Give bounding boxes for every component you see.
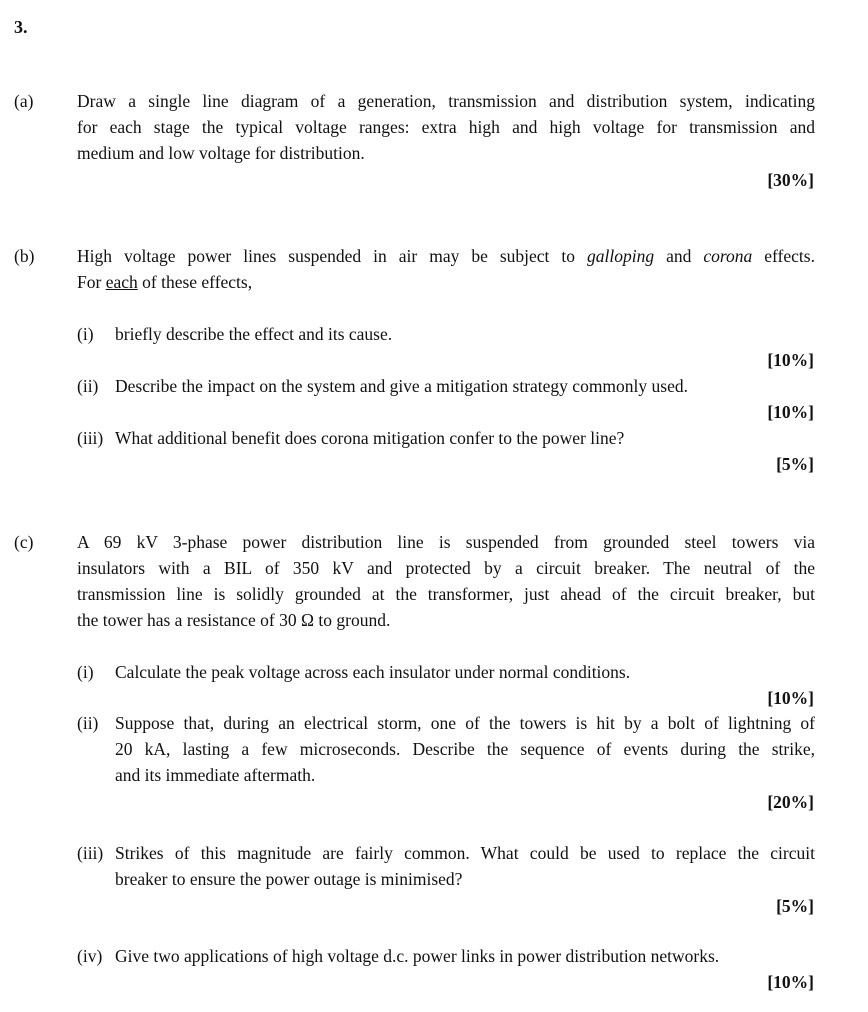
part-c-ii-line-2: 20 kA, lasting a few microseconds. Describe the sequence of events during the strike, [115, 739, 815, 759]
part-c-ii-line-3: and its immediate aftermath. [115, 765, 316, 785]
part-b-line-2-post: of these effects, [137, 272, 253, 292]
part-a-mark: [30%] [767, 170, 814, 190]
part-c-ii-label: (ii) [77, 713, 99, 733]
part-b-ii-text: Describe the impact on the system and give a mitigation strategy commonly used. [115, 376, 688, 396]
galloping-term: galloping [587, 246, 655, 266]
part-b-line-1-pre: High voltage power lines suspended in air may be subject to [77, 246, 587, 266]
corona-term: corona [703, 246, 753, 266]
part-c-iv-mark: [10%] [767, 972, 814, 992]
part-b-i-text: briefly describe the effect and its cause. [115, 324, 393, 344]
part-b-line-2-pre: For [77, 272, 106, 292]
part-b-iii-text: What additional benefit does corona mitigation confer to the power line? [115, 428, 625, 448]
part-a-line-1: Draw a single line diagram of a generation, transmission and distribution system, indicating [77, 91, 815, 111]
part-a-line-2: for each stage the typical voltage ranges: extra high and high voltage for transmission and [77, 117, 815, 137]
part-a-line-3: medium and low voltage for distribution. [77, 143, 365, 163]
part-c-label: (c) [14, 532, 34, 552]
part-c-ii-line-1: Suppose that, during an electrical storm, one of the towers is hit by a bolt of lightning of [115, 713, 815, 733]
part-b-iii-mark: [5%] [776, 454, 814, 474]
part-b-ii-label: (ii) [77, 376, 99, 396]
part-b-iii-label: (iii) [77, 428, 104, 448]
part-c-iii-line-2: breaker to ensure the power outage is minimised? [115, 869, 463, 889]
part-a-label: (a) [14, 91, 34, 111]
part-c-line-2: insulators with a BIL of 350 kV and protected by a circuit breaker. The neutral of the [77, 558, 815, 578]
part-c-iii-label: (iii) [77, 843, 104, 863]
part-b-line-1-post: effects. [752, 246, 815, 266]
part-c-line-1: A 69 kV 3-phase power distribution line is suspended from grounded steel towers via [77, 532, 815, 552]
part-b-line-1 [77, 246, 815, 267]
each-term: each [105, 272, 138, 292]
part-b-i-mark: [10%] [767, 350, 814, 370]
part-c-line-3: transmission line is solidly grounded at the transformer, just ahead of the circuit breaker, but [77, 584, 815, 604]
part-c-iii-line-1: Strikes of this magnitude are fairly common. What could be used to replace the circuit [115, 843, 815, 863]
part-c-iii-mark: [5%] [776, 896, 814, 916]
part-c-i-line-1: Calculate the peak voltage across each insulator under normal conditions. [115, 662, 631, 682]
part-c-iv-line-1: Give two applications of high voltage d.c. power links in power distribution networks. [115, 946, 720, 966]
part-b-ii-mark: [10%] [767, 402, 814, 422]
part-c-ii-mark: [20%] [767, 792, 814, 812]
question-number: 3. [14, 17, 28, 37]
part-c-i-label: (i) [77, 662, 94, 682]
part-b-line-1-mid: and [654, 246, 704, 266]
part-c-iv-label: (iv) [77, 946, 103, 966]
part-b-label: (b) [14, 246, 35, 266]
part-b-line-2 [77, 272, 252, 293]
part-b-i-label: (i) [77, 324, 94, 344]
part-c-line-4: the tower has a resistance of 30 Ω to ground. [77, 610, 391, 630]
part-c-i-mark: [10%] [767, 688, 814, 708]
